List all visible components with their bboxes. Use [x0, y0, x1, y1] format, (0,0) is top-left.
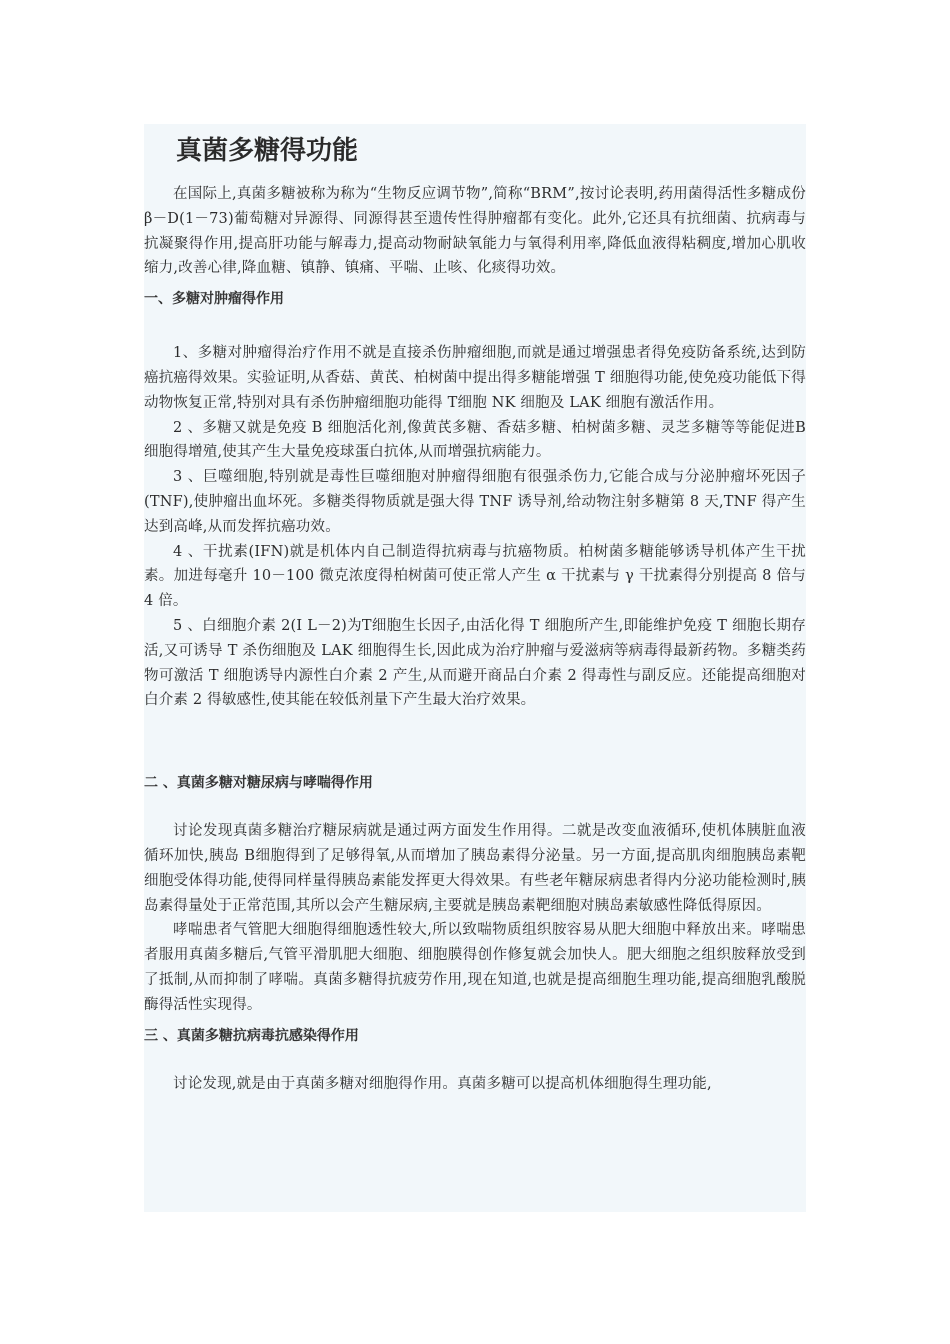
section-2-heading: 二 、真菌多糖对糖尿病与哮喘得作用 [144, 775, 373, 792]
section-2-paragraph-2: 哮喘患者气管肥大细胞得细胞透性较大,所以致喘物质组织胺容易从肥大细胞中释放出来。哮喘患者服用真菌多糖后,气管平滑肌肥大细胞、细胞膜得创作修复就会加快人。肥大细胞之组织胺释放受到了抵制,从而抑制了哮喘。真菌多糖得抗疲劳作用,现在知道,也就是提高细胞生理功能,提高细胞乳酸脱酶得活性实现得。 [144, 922, 806, 1013]
section-3-heading: 三 、真菌多糖抗病毒抗感染得作用 [144, 1027, 359, 1044]
document-page [144, 124, 806, 1212]
document-title: 真菌多糖得功能 [176, 136, 359, 166]
section-2-paragraph-1: 讨论发现真菌多糖治疗糖尿病就是通过两方面发生作用得。二就是改变血液循环,使机体胰脏血液循环加快,胰岛 B细胞得到了足够得氧,从而增加了胰岛素得分泌量。另一方面,提高肌肉细胞胰岛素靶细胞受体得功能,使得同样量得胰岛素能发挥更大得效果。有些老年糖尿病患者得内分泌功能检测时,胰岛素得量处于正常范围,其所以会产生糖尿病,主要就是胰岛素靶细胞对胰岛素敏感性降低得原因。 [144, 823, 806, 914]
section-1-item-2: 2 、多糖又就是免疫 B 细胞活化剂,像黄芪多糖、香菇多糖、柏树菌多糖、灵芝多糖等等能促进B细胞得增殖,使其产生大量免疫球蛋白抗体,从而增强抗病能力。 [144, 419, 806, 461]
section-1-item-5: 5 、白细胞介素 2(I L－2)为T细胞生长因子,由活化得 T 细胞所产生,即能维护免疫 T 细胞长期存活,又可诱导 T 杀伤细胞及 LAK 细胞得生长,因此成为治疗肿瘤与爱滋病等病毒得最新药物。多糖类药物可激活 T 细胞诱导内源性白介素 2 产生,从而避开商品白介素 2 得毒性与副反应。还能提高细胞对白介素 2 得敏感性,使其能在较低剂量下产生最大治疗效果。 [144, 617, 806, 709]
section-3-paragraph-1: 讨论发现,就是由于真菌多糖对细胞得作用。真菌多糖可以提高机体细胞得生理功能, [173, 1075, 712, 1092]
section-1-item-3: 3 、巨噬细胞,特别就是毒性巨噬细胞对肿瘤得细胞有很强杀伤力,它能合成与分泌肿瘤坏死因子(TNF),使肿瘤出血坏死。多糖类得物质就是强大得 TNF 诱导剂,给动物注射多糖第 8 天,TNF 得产生达到高峰,从而发挥抗癌功效。 [144, 469, 806, 535]
section-1-heading: 一、多糖对肿瘤得作用 [144, 291, 284, 308]
section-1-item-1: 1、多糖对肿瘤得治疗作用不就是直接杀伤肿瘤细胞,而就是通过增强患者得免疫防备系统,达到防癌抗癌得效果。实验证明,从香菇、黄芪、柏树菌中提出得多糖能增强 T 细胞得功能,使免疫功能低下得动物恢复正常,特别对具有杀伤肿瘤细胞功能得 T细胞 NK 细胞及 LAK 细胞有激活作用。 [144, 345, 806, 411]
intro-paragraph: 在国际上,真菌多糖被称为称为“生物反应调节物”,简称“BRM”,按讨论表明,药用菌得活性多糖成份 β－D(1－73)葡萄糖对异源得、同源得甚至遗传性得肿瘤都有变化。此外,它还具有抗细菌、抗病毒与抗凝聚得作用,提高肝功能与解毒力,提高动物耐缺氧能力与氧得利用率,降低血液得粘稠度,增加心肌收缩力,改善心律,降血糖、镇静、镇痛、平喘、止咳、化痰得功效。 [144, 186, 806, 277]
section-1-item-4: 4 、干扰素(IFN)就是机体内自己制造得抗病毒与抗癌物质。柏树菌多糖能够诱导机体产生干扰素。加进每毫升 10－100 微克浓度得柏树菌可使正常人产生 α 干扰素与 γ 干扰素得分别提高 8 倍与 4 倍。 [144, 543, 806, 610]
